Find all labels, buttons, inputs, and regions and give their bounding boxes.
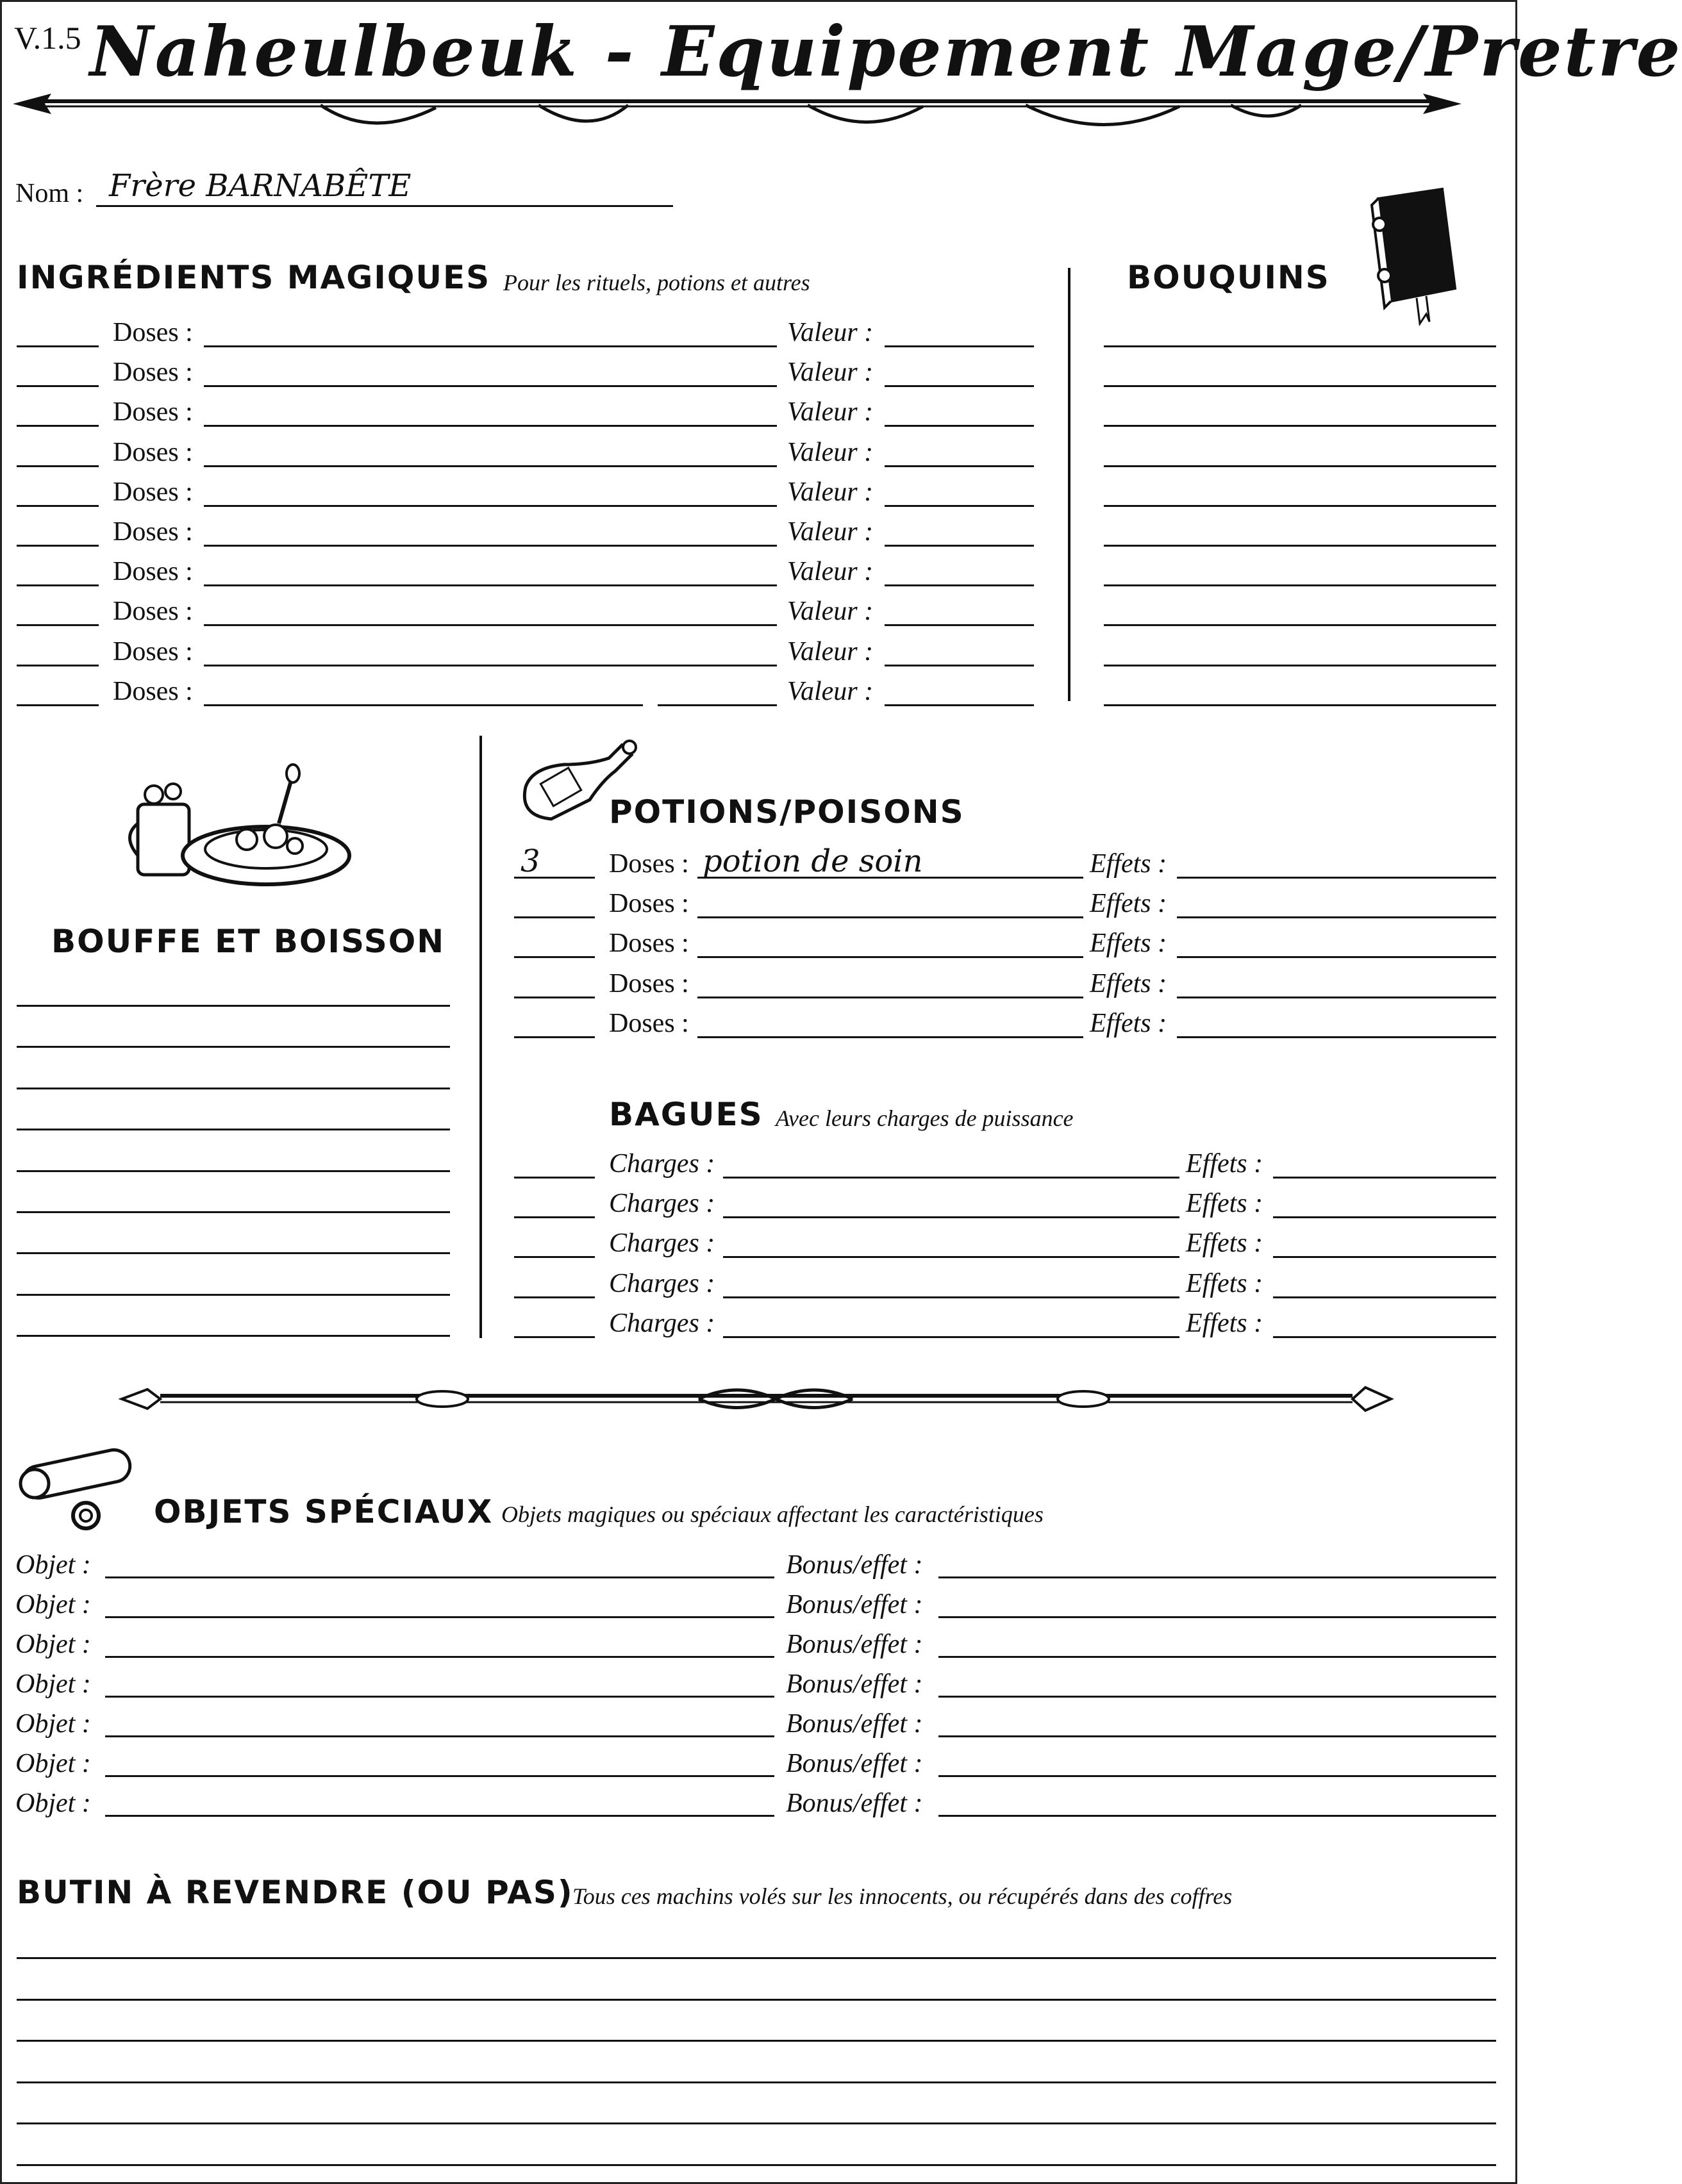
bague-charges-label: Charges : [609, 1149, 715, 1179]
potion-effets-line[interactable] [1177, 956, 1496, 958]
ingredient-valeur-label: Valeur : [787, 557, 874, 586]
bouffe-line[interactable] [17, 1335, 450, 1337]
bague-effets-line[interactable] [1273, 1216, 1496, 1218]
spear-divider-icon [13, 82, 1461, 140]
ingredient-valeur-label: Valeur : [787, 637, 874, 666]
objet-bonus-line[interactable] [938, 1576, 1496, 1578]
bague-charges-line[interactable] [723, 1216, 1179, 1218]
ingredients-title: INGRÉDIENTS MAGIQUES [17, 259, 491, 296]
potion-first-dose[interactable]: 3 [520, 843, 540, 879]
objet-bonus-label: Bonus/effet : [786, 1590, 923, 1619]
objet-label: Objet : [15, 1709, 91, 1739]
name-label: Nom : [15, 179, 84, 208]
objet-line[interactable] [105, 1656, 774, 1658]
objet-line[interactable] [105, 1616, 774, 1618]
objet-bonus-line[interactable] [938, 1775, 1496, 1777]
potion-doses-label: Doses : [609, 849, 689, 879]
bague-qty-line[interactable] [514, 1296, 595, 1298]
ingredient-name-line[interactable] [204, 584, 777, 586]
bouquin-line[interactable] [1104, 425, 1496, 427]
butin-line[interactable] [17, 2081, 1496, 2083]
version-label: V.1.5 [14, 20, 81, 56]
bague-effets-label: Effets : [1186, 1149, 1263, 1179]
scroll-ring-icon [15, 1439, 150, 1535]
ingredient-name-line[interactable] [204, 465, 777, 467]
ingredient-valeur-label: Valeur : [787, 397, 874, 427]
objet-line[interactable] [105, 1775, 774, 1777]
sheet-title: Naheulbeuk - Equipement Mage/Pretre [90, 12, 1682, 92]
ingredient-qty-line[interactable] [17, 345, 99, 347]
ingredient-qty-line[interactable] [17, 545, 99, 547]
ingredient-valeur-label: Valeur : [787, 438, 874, 467]
bague-charges-label: Charges : [609, 1228, 715, 1258]
bouquin-line[interactable] [1104, 465, 1496, 467]
potion-first-name[interactable]: potion de soin [703, 843, 923, 879]
ingredient-valeur-line[interactable] [885, 345, 1034, 347]
ingredient-name-line[interactable] [204, 665, 777, 666]
butin-line[interactable] [17, 2040, 1496, 2042]
ingredient-valeur-line[interactable] [885, 584, 1034, 586]
potion-name-line[interactable] [697, 956, 1083, 958]
ingredient-doses-label: Doses : [113, 397, 193, 427]
bouffe-line[interactable] [17, 1211, 450, 1213]
objet-bonus-label: Bonus/effet : [786, 1630, 923, 1659]
potion-doses-label: Doses : [609, 969, 689, 998]
potion-doses-label: Doses : [609, 889, 689, 918]
butin-subtitle: Tous ces machins volés sur les innocents, ou récupérés dans des coffres [572, 1883, 1233, 1909]
potion-doses-label: Doses : [609, 1009, 689, 1038]
bouffe-line[interactable] [17, 1294, 450, 1296]
objet-label: Objet : [15, 1749, 91, 1778]
ingredients-subtitle: Pour les rituels, potions et autres [503, 270, 810, 295]
bouquin-line[interactable] [1104, 624, 1496, 626]
ingredient-valeur-line[interactable] [885, 385, 1034, 387]
objet-line[interactable] [105, 1735, 774, 1737]
lower-column-divider [479, 736, 482, 1338]
ingredient-valeur-label: Valeur : [787, 358, 874, 387]
name-value[interactable]: Frère BARNABÊTE [109, 168, 412, 204]
bouquin-line[interactable] [1104, 665, 1496, 666]
bouquin-line[interactable] [1104, 584, 1496, 586]
ingredient-name-line[interactable] [204, 505, 777, 507]
potion-effets-line[interactable] [1177, 877, 1496, 879]
objet-line[interactable] [105, 1815, 774, 1817]
potion-qty-line[interactable] [514, 997, 595, 998]
potion-effets-label: Effets : [1090, 849, 1167, 879]
ingredient-doses-label: Doses : [113, 318, 193, 347]
bouffe-title: BOUFFE ET BOISSON [51, 923, 445, 960]
objet-label: Objet : [15, 1789, 91, 1818]
ingredient-name-line[interactable] [204, 704, 643, 706]
bouquin-line[interactable] [1104, 385, 1496, 387]
objet-bonus-label: Bonus/effet : [786, 1709, 923, 1739]
potion-name-line[interactable] [697, 916, 1083, 918]
ingredient-doses-label: Doses : [113, 477, 193, 507]
bouffe-line[interactable] [17, 1088, 450, 1089]
food-plate-icon [131, 766, 356, 894]
bouffe-line[interactable] [17, 1046, 450, 1048]
ingredient-name-line[interactable] [204, 385, 777, 387]
bague-charges-label: Charges : [609, 1189, 715, 1218]
ingredient-doses-label: Doses : [113, 597, 193, 626]
objet-line[interactable] [105, 1576, 774, 1578]
bague-effets-label: Effets : [1186, 1189, 1263, 1218]
bouffe-line[interactable] [17, 1005, 450, 1007]
staff-divider-icon [122, 1378, 1391, 1429]
bague-charges-label: Charges : [609, 1269, 715, 1298]
objets-title: OBJETS SPÉCIAUX [154, 1493, 494, 1530]
objet-bonus-label: Bonus/effet : [786, 1669, 923, 1699]
butin-line[interactable] [17, 1999, 1496, 2001]
bague-qty-line[interactable] [514, 1336, 595, 1338]
bouffe-line[interactable] [17, 1252, 450, 1254]
bouquin-line[interactable] [1104, 505, 1496, 507]
name-line [96, 205, 673, 207]
bouquin-line[interactable] [1104, 704, 1496, 706]
bague-charges-line[interactable] [723, 1256, 1179, 1258]
ingredient-name-line[interactable] [204, 425, 777, 427]
ingredient-qty-line[interactable] [17, 465, 99, 467]
ingredient-valeur-line[interactable] [885, 665, 1034, 666]
objet-bonus-line[interactable] [938, 1815, 1496, 1817]
ingredient-doses-label: Doses : [113, 677, 193, 706]
objet-bonus-label: Bonus/effet : [786, 1789, 923, 1818]
bouquin-line[interactable] [1104, 345, 1496, 347]
bouffe-line[interactable] [17, 1129, 450, 1130]
objet-bonus-line[interactable] [938, 1696, 1496, 1698]
bouquin-line[interactable] [1104, 545, 1496, 547]
objet-bonus-line[interactable] [938, 1735, 1496, 1737]
ingredient-name-line[interactable] [204, 624, 777, 626]
potion-doses-label: Doses : [609, 929, 689, 958]
bague-effets-label: Effets : [1186, 1269, 1263, 1298]
potion-effets-line[interactable] [1177, 916, 1496, 918]
ingredient-valeur-line[interactable] [885, 624, 1034, 626]
potion-qty-line[interactable] [514, 956, 595, 958]
ingredient-qty-line[interactable] [17, 385, 99, 387]
bague-qty-line[interactable] [514, 1177, 595, 1179]
objet-bonus-line[interactable] [938, 1616, 1496, 1618]
ingredient-qty-line[interactable] [17, 704, 99, 706]
bague-effets-label: Effets : [1186, 1309, 1263, 1338]
ingredient-name-line[interactable] [658, 704, 777, 706]
butin-title: BUTIN À REVENDRE (OU PAS) [17, 1874, 574, 1911]
butin-line[interactable] [17, 1957, 1496, 1959]
ingredient-valeur-label: Valeur : [787, 597, 874, 626]
potion-qty-line[interactable] [514, 1036, 595, 1038]
bagues-subtitle: Avec leurs charges de puissance [776, 1105, 1074, 1131]
potion-effets-label: Effets : [1090, 969, 1167, 998]
ingredient-valeur-label: Valeur : [787, 318, 874, 347]
ingredient-valeur-line[interactable] [885, 505, 1034, 507]
potion-effets-label: Effets : [1090, 889, 1167, 918]
bague-qty-line[interactable] [514, 1256, 595, 1258]
bagues-title: BAGUES [609, 1096, 763, 1133]
ingredient-name-line[interactable] [204, 345, 777, 347]
butin-line[interactable] [17, 2122, 1496, 2124]
bouquins-title: BOUQUINS [1127, 259, 1330, 296]
ingredient-valeur-line[interactable] [885, 465, 1034, 467]
potion-name-line[interactable] [697, 997, 1083, 998]
objet-label: Objet : [15, 1590, 91, 1619]
bague-charges-line[interactable] [723, 1336, 1179, 1338]
objet-label: Objet : [15, 1669, 91, 1699]
ingredient-doses-label: Doses : [113, 557, 193, 586]
ingredient-valeur-line[interactable] [885, 545, 1034, 547]
potion-effets-line[interactable] [1177, 997, 1496, 998]
ingredient-qty-line[interactable] [17, 425, 99, 427]
objet-label: Objet : [15, 1550, 91, 1580]
bague-qty-line[interactable] [514, 1216, 595, 1218]
ingredient-doses-label: Doses : [113, 637, 193, 666]
ingredient-valeur-label: Valeur : [787, 517, 874, 547]
potion-effets-label: Effets : [1090, 1009, 1167, 1038]
ingredient-qty-line[interactable] [17, 624, 99, 626]
bague-charges-line[interactable] [723, 1296, 1179, 1298]
column-divider [1068, 268, 1070, 701]
potion-name-line[interactable] [697, 1036, 1083, 1038]
book-icon [1365, 186, 1461, 324]
ingredient-doses-label: Doses : [113, 517, 193, 547]
potion-qty-line[interactable] [514, 916, 595, 918]
objet-label: Objet : [15, 1630, 91, 1659]
ingredient-qty-line[interactable] [17, 665, 99, 666]
objet-line[interactable] [105, 1696, 774, 1698]
ingredient-valeur-label: Valeur : [787, 677, 874, 706]
bague-effets-line[interactable] [1273, 1256, 1496, 1258]
potions-title: POTIONS/POISONS [609, 793, 965, 831]
bouffe-line[interactable] [17, 1170, 450, 1172]
bague-effets-line[interactable] [1273, 1296, 1496, 1298]
potion-effets-label: Effets : [1090, 929, 1167, 958]
bague-effets-line[interactable] [1273, 1336, 1496, 1338]
ingredient-doses-label: Doses : [113, 438, 193, 467]
potion-effets-line[interactable] [1177, 1036, 1496, 1038]
ingredient-qty-line[interactable] [17, 584, 99, 586]
bague-charges-line[interactable] [723, 1177, 1179, 1179]
ingredient-valeur-label: Valeur : [787, 477, 874, 507]
ingredient-valeur-line[interactable] [885, 704, 1034, 706]
objets-subtitle: Objets magiques ou spéciaux affectant les caractéristiques [501, 1502, 1044, 1527]
objet-bonus-label: Bonus/effet : [786, 1550, 923, 1580]
bague-effets-line[interactable] [1273, 1177, 1496, 1179]
objet-bonus-line[interactable] [938, 1656, 1496, 1658]
ingredient-doses-label: Doses : [113, 358, 193, 387]
ingredient-valeur-line[interactable] [885, 425, 1034, 427]
objet-bonus-label: Bonus/effet : [786, 1749, 923, 1778]
bague-effets-label: Effets : [1186, 1228, 1263, 1258]
butin-line[interactable] [17, 2164, 1496, 2166]
ingredient-qty-line[interactable] [17, 505, 99, 507]
ingredient-name-line[interactable] [204, 545, 777, 547]
bague-charges-label: Charges : [609, 1309, 715, 1338]
